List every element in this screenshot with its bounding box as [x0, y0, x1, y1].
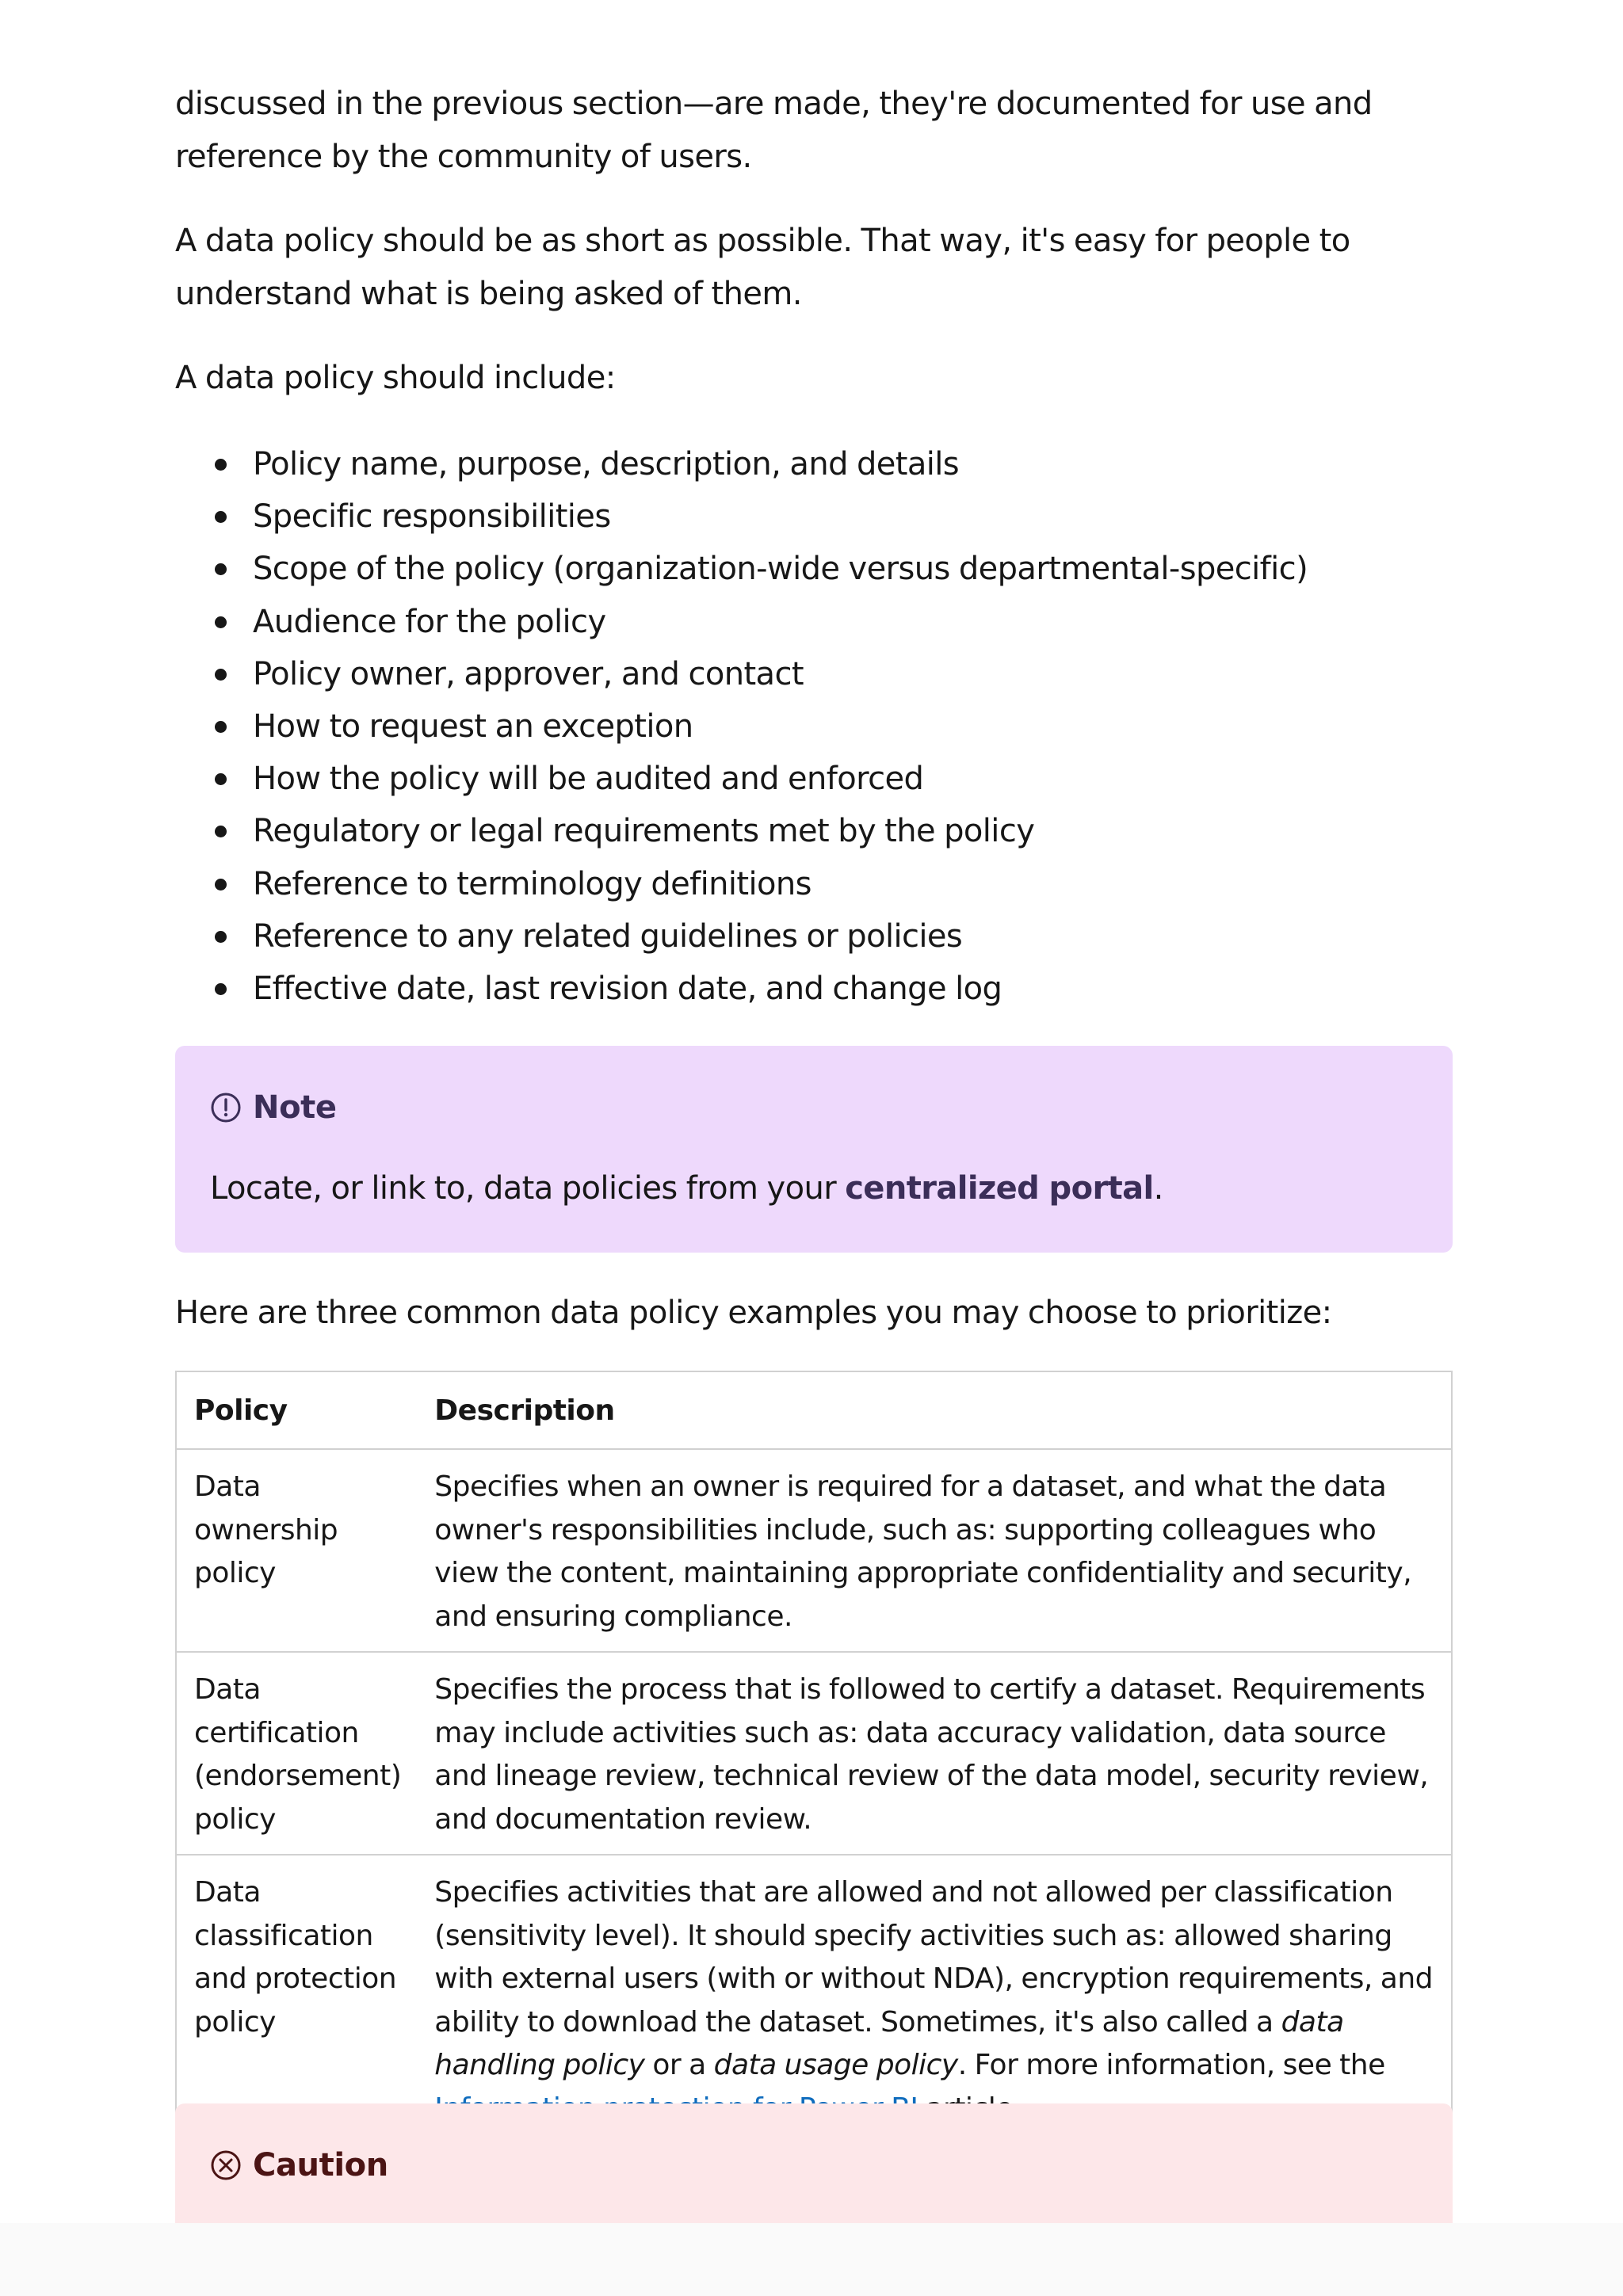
bullet-icon: [215, 826, 227, 837]
policy-cell: Data certification (endorsement) policy: [176, 1652, 417, 1855]
list-item: How to request an exception: [175, 700, 1308, 753]
policy-examples-table: [175, 1371, 1453, 2145]
table-row: [176, 1652, 1452, 1855]
info-circle-icon: [210, 1092, 242, 1123]
bullet-icon: [215, 721, 227, 733]
bullet-icon: [215, 669, 227, 681]
list-item: Effective date, last revision date, and change log: [175, 963, 1308, 1015]
policy-cell: Data classification and protection policy: [176, 1855, 417, 2144]
note-title: Note: [210, 1084, 337, 1131]
include-lead-paragraph: A data policy should include:: [175, 360, 616, 396]
centralized-portal-link[interactable]: centralized portal: [845, 1170, 1154, 1207]
intro-paragraph: discussed in the previous section—are made, they're documented for use and reference by the community of users.: [175, 86, 1373, 175]
table-row: [176, 1855, 1452, 2144]
description-cell: Specifies the process that is followed to certify a dataset. Requirements may include activities such as: data accuracy validation, data source and lineage review, technical review of the data model, security review, and documentation review.: [417, 1652, 1452, 1855]
column-header-description: Description: [417, 1371, 1452, 1449]
bullet-icon: [215, 459, 227, 471]
list-item: Reference to terminology definitions: [175, 858, 1308, 910]
list-item: Audience for the policy: [175, 596, 1308, 648]
bullet-icon: [215, 616, 227, 628]
table-header-row: [176, 1371, 1452, 1449]
bullet-icon: [215, 773, 227, 785]
policy-contents-list: [175, 438, 1308, 1015]
note-callout: [175, 1046, 1453, 1253]
list-item: Policy name, purpose, description, and details: [175, 438, 1308, 490]
list-item: Reference to any related guidelines or policies: [175, 910, 1308, 963]
description-cell: Specifies when an owner is required for a dataset, and what the data owner's responsibilities include, such as: supporting colleagues who view the content, maintaining appropriate confidentiality and security, and ensuring compliance.: [417, 1449, 1452, 1652]
bullet-icon: [215, 563, 227, 575]
bullet-icon: [215, 511, 227, 523]
table-row: [176, 1449, 1452, 1652]
column-header-policy: Policy: [176, 1371, 417, 1449]
page-bottom-margin: [0, 2223, 1623, 2296]
list-item: Regulatory or legal requirements met by the policy: [175, 805, 1308, 857]
bullet-icon: [215, 879, 227, 891]
list-item: How the policy will be audited and enforced: [175, 753, 1308, 805]
policy-cell: Data ownership policy: [176, 1449, 417, 1652]
bullet-icon: [215, 931, 227, 943]
list-item: Policy owner, approver, and contact: [175, 648, 1308, 700]
description-cell: Specifies activities that are allowed and not allowed per classification (sensitivity level). It should specify activities such as: allowed sharing with external users (with or without NDA), encryption requirements, and ability to download the dataset. Sometimes, it's also called a data handling policy or a data usage policy. For more information, see the: [417, 1855, 1452, 2144]
list-item: Scope of the policy (organization-wide versus departmental-specific): [175, 543, 1308, 595]
bullet-icon: [215, 983, 227, 995]
examples-lead-paragraph: Here are three common data policy examples you may choose to prioritize:: [175, 1295, 1332, 1331]
short-policy-paragraph: A data policy should be as short as possible. That way, it's easy for people to understand what is being asked of them.: [175, 223, 1350, 312]
note-body: Locate, or link to, data policies from your centralized portal.: [210, 1170, 1163, 1207]
list-item: Specific responsibilities: [175, 490, 1308, 543]
error-circle-icon: [210, 2149, 242, 2181]
caution-title: Caution: [210, 2142, 388, 2189]
